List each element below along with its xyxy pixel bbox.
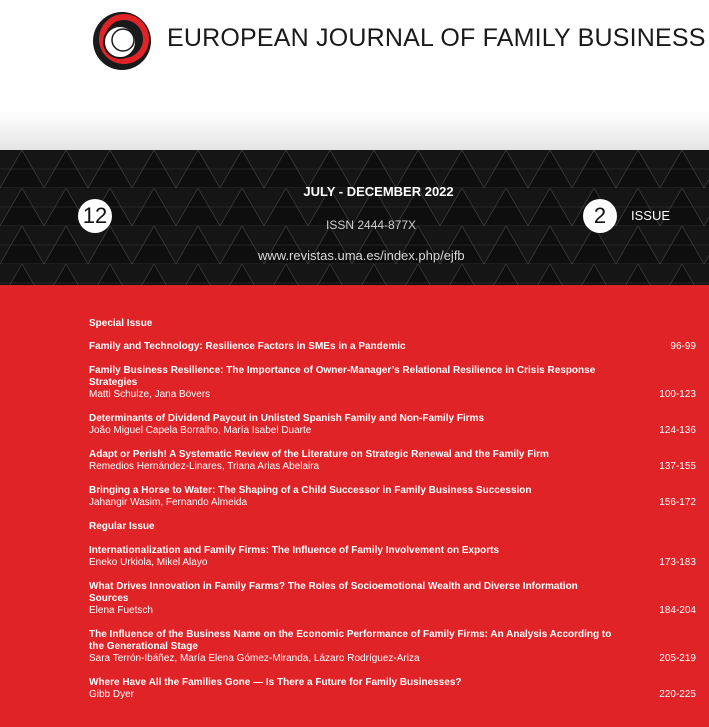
toc-entry[interactable] [89,485,619,509]
article-authors: Elena Fuetsch [89,605,153,616]
article-authors: Sara Terrón-Ibáñez, María Elena Gómez-Miranda, Lázaro Rodríguez-Ariza [89,653,420,664]
article-pages: 205-219 [659,653,696,664]
article-authors: Remedios Hernández-Linares, Triana Arias Abelaira [89,461,320,472]
toc-entry[interactable] [89,581,619,617]
article-pages: 96-99 [670,341,696,352]
issue-period: JULY - DECEMBER 2022 [303,184,454,199]
issn-text: ISSN 2444-877X [326,218,417,232]
article-authors: Jahangir Wasim, Fernando Almeida [89,497,248,508]
article-title: Adapt or Perish! A Systematic Review of the Literature on Strategic Renewal and the Family Firm [89,449,549,460]
volume-badge: 12 [78,199,112,233]
journal-header [0,0,709,150]
issue-number-badge: 2 [583,199,617,233]
article-pages: 100-123 [659,389,696,400]
toc-entry[interactable] [89,449,619,473]
article-authors: Gibb Dyer [89,689,135,700]
journal-logo-icon [90,9,154,73]
article-pages: 220-225 [659,689,696,700]
section-heading-special: Special Issue [89,318,153,329]
article-title: Family Business Resilience: The Importance of Owner-Manager’s Relational Resilience in Crisis Response Strategies [89,365,596,388]
article-title: Bringing a Horse to Water: The Shaping of a Child Successor in Family Business Succession [89,485,532,496]
article-pages: 156-172 [659,497,696,508]
toc-entry[interactable] [89,341,619,353]
issue-label: ISSUE [631,208,671,223]
toc-entry[interactable] [89,677,619,701]
article-title: The Influence of the Business Name on the Economic Performance of Family Firms: An Analysis According to the Generational Stage [89,629,612,652]
journal-title: EUROPEAN JOURNAL OF FAMILY BUSINESS [167,24,706,52]
article-pages: 124-136 [659,425,696,436]
toc-entry[interactable] [89,365,619,401]
table-of-contents [0,285,709,727]
article-authors: Matti Schulze, Jana Bövers [89,389,211,400]
toc-entry[interactable] [89,545,619,569]
article-title: What Drives Innovation in Family Farms? The Roles of Socioemotional Wealth and Diverse Information Sources [89,581,578,604]
article-pages: 173-183 [659,557,696,568]
toc-entry[interactable] [89,413,619,437]
article-title: Determinants of Dividend Payout in Unlisted Spanish Family and Non-Family Firms [89,413,485,424]
article-title: Internationalization and Family Firms: The Influence of Family Involvement on Exports [89,545,500,556]
article-pages: 137-155 [659,461,696,472]
article-title: Family and Technology: Resilience Factors in SMEs in a Pandemic [89,341,406,352]
article-authors: João Miguel Capela Borralho, María Isabel Duarte [89,425,312,436]
article-pages: 184-204 [659,605,696,616]
article-title: Where Have All the Families Gone — Is There a Future for Family Businesses? [89,677,462,688]
journal-url-link[interactable]: www.revistas.uma.es/index.php/ejfb [258,248,465,263]
toc-entry[interactable] [89,629,619,665]
issue-band [0,150,709,285]
section-heading-regular: Regular Issue [89,521,155,532]
article-authors: Eneko Urkiola, Mikel Alayo [89,557,208,568]
